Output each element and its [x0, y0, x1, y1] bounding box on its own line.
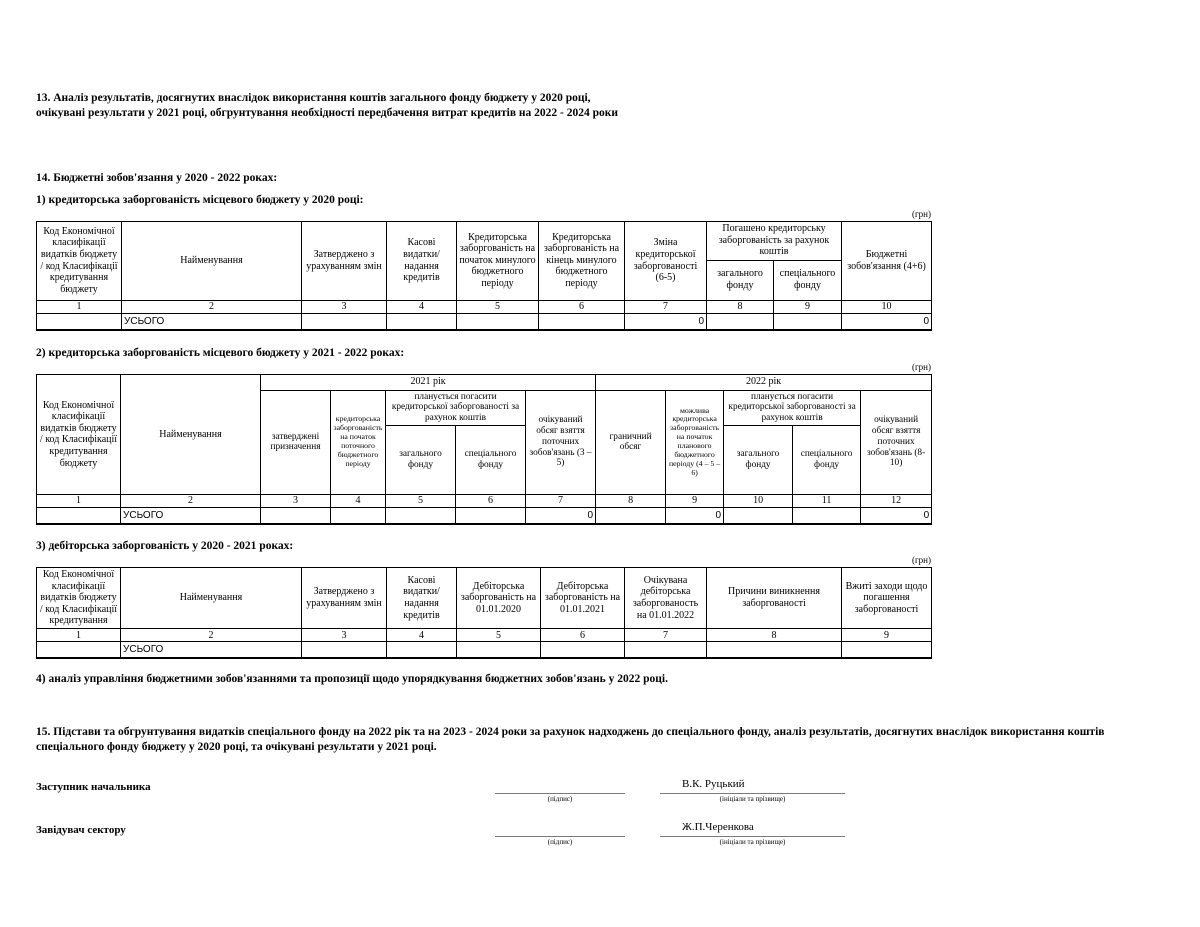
t1-total-change: 0: [625, 313, 707, 330]
t2-header-name: Найменування: [121, 374, 261, 494]
t2-header-general-2021: загального фонду: [386, 425, 456, 494]
currency-label-table3: (грн): [911, 555, 931, 566]
document-content: [36, 0, 1105, 847]
table1-title: 1) кредиторська заборгованість місцевого бюджету у 2020 році:: [36, 193, 364, 206]
signature-row-deputy-chief: [36, 778, 931, 804]
t1-header-code: Код Економічної класифікації видатків бюджету / код Класифікації кредитування бюджету: [37, 221, 122, 300]
table-debitor-debt-2020-2021: [36, 567, 932, 659]
t2-total-label: УСЬОГО: [121, 507, 261, 524]
t2-header-possible: можлива кредиторська заборгованість на початок планового бюджетного періоду (4 – 5 – 6): [666, 390, 724, 494]
t2-header-special-2021: спеціального фонду: [456, 425, 526, 494]
t3-header-measures: Вжиті заходи щодо погашення заборгованості: [842, 568, 932, 629]
section-15-text: 15. Підстави та обгрунтування видатків спеціального фонду на 2022 рік та на 2023 - 2024 роки за рахунок надходжень до спеціального фонду, аналіз результатів, досягнутих внаслідок використання коштів спеціального фонду бюджету у 2020 році, та очікувані результати у 2021 році.: [36, 726, 1105, 754]
currency-label-table1: (грн): [911, 208, 931, 219]
t2-header-plan-group-2021: планується погасити кредиторської заборгованості за рахунок коштів: [386, 390, 526, 425]
currency-label-table2: (грн): [911, 361, 931, 372]
signature-caption: (підпис): [547, 794, 573, 803]
t1-column-numbers: 1 2 3 4 5 6 7 8 9 10: [37, 300, 932, 313]
t1-header-fund-special: спеціального фонду: [774, 260, 842, 300]
t3-header-cash: Касові видатки/ надання кредитів: [387, 568, 457, 629]
t1-total-label: УСЬОГО: [122, 313, 302, 330]
t2-header-special-2022: спеціального фонду: [793, 425, 861, 494]
signature-title: Заступник начальника: [36, 780, 151, 793]
t3-header-approved: Затверджено з урахуванням змін: [302, 568, 387, 629]
section-13-text: 13. Аналіз результатів, досягнутих внаслідок використання коштів загального фонду бюджету у 2020 році, очікувані результати у 2021 році, обгрунтування необхідності передбачення витрат кредитів на 2022 - 2024 роки: [36, 92, 619, 120]
t2-total-row: [37, 507, 932, 524]
signature-sign-area: [495, 821, 625, 847]
t1-header-approved: Затверджено з урахуванням змін: [302, 221, 387, 300]
t1-header-repaid-group: Погашено кредиторську заборгованість за рахунок коштів: [707, 221, 842, 260]
t2-year-2021: 2021 рік: [261, 374, 596, 390]
signature-row-sector-head: [36, 821, 931, 847]
signature-line: [495, 821, 625, 837]
t1-header-fund-general: загального фонду: [707, 260, 774, 300]
t2-total-possible: 0: [666, 507, 724, 524]
t3-header-reasons: Причини виникнення заборгованості: [707, 568, 842, 629]
signature-title: Завідувач сектору: [36, 823, 126, 836]
table2-title: 2) кредиторська заборгованість місцевого бюджету у 2021 - 2022 роках:: [36, 346, 405, 359]
section-14-item4-text: 4) аналіз управління бюджетними зобов'язаннями та пропозиції щодо упорядкування бюджетних зобов'язань у 2022 році.: [36, 673, 668, 686]
t2-header-expected-2021: очікуваний обсяг взяття поточних зобов'язань (3 – 5): [526, 390, 596, 494]
section-14-heading: 14. Бюджетні зобов'язання у 2020 - 2022 роках:: [36, 172, 278, 185]
t1-header-oblig: Бюджетні зобов'язання (4+6): [842, 221, 932, 300]
table-creditor-debt-2021-2022: [36, 374, 932, 525]
t2-header-start-2021: кредиторська заборгованість на початок поточного бюджетного періоду: [331, 390, 386, 494]
t3-header-code: Код Економічної класифікації видатків бюджету / код Класифікації кредитування: [37, 568, 121, 629]
t2-total-expected-2022: 0: [861, 507, 932, 524]
table-creditor-debt-2020: [36, 221, 932, 331]
t1-header-name: Найменування: [122, 221, 302, 300]
t1-header-debt-start: Кредиторська заборгованість на початок минулого бюджетного періоду: [457, 221, 539, 300]
signature-name-area: [660, 821, 845, 847]
table3-title: 3) дебіторська заборгованість у 2020 - 2021 роках:: [36, 539, 294, 552]
t1-total-row: [37, 313, 932, 330]
t2-header-expected-2022: очікуваний обсяг взяття поточних зобов'язань (8-10): [861, 390, 932, 494]
t2-header-approved: затверджені призначення: [261, 390, 331, 494]
t1-total-oblig: 0: [842, 313, 932, 330]
signature-name: Ж.П.Черенкова: [660, 821, 845, 837]
t2-header-limit: граничний обсяг: [596, 390, 666, 494]
t2-header-general-2022: загального фонду: [724, 425, 793, 494]
t3-header-name: Найменування: [121, 568, 302, 629]
t1-header-debt-end: Кредиторська заборгованість на кінець минулого бюджетного періоду: [539, 221, 625, 300]
t1-header-change: Зміна кредиторської заборгованості (6-5): [625, 221, 707, 300]
t2-header-plan-group-2022: планується погасити кредиторської заборгованості за рахунок коштів: [724, 390, 861, 425]
t2-header-code: Код Економічної класифікації видатків бюджету / код Класифікації кредитування бюджету: [37, 374, 121, 494]
t3-header-d2022: Очікувана дебіторська заборгованость на 01.01.2022: [625, 568, 707, 629]
signature-name-area: [660, 778, 845, 804]
t2-year-2022: 2022 рік: [596, 374, 932, 390]
t3-total-label: УСЬОГО: [121, 642, 302, 659]
signature-name-caption: (ініціали та прізвище): [719, 794, 786, 803]
signature-line: [495, 778, 625, 794]
t3-total-row: [37, 642, 932, 659]
t3-header-d2021: Дебіторська заборгованість на 01.01.2021: [541, 568, 625, 629]
signature-caption: (підпис): [547, 837, 573, 846]
signature-sign-area: [495, 778, 625, 804]
signature-name-caption: (ініціали та прізвище): [719, 837, 786, 846]
t2-column-numbers: 1 2 3 4 5 6 7 8 9 10 11 12: [37, 494, 932, 507]
t3-header-d2020: Дебіторська заборгованість на 01.01.2020: [457, 568, 541, 629]
t2-total-expected-2021: 0: [526, 507, 596, 524]
t1-header-cash: Касові видатки/ надання кредитів: [387, 221, 457, 300]
signature-name: В.К. Руцький: [660, 778, 845, 794]
t3-column-numbers: 1 2 3 4 5 6 7 8 9: [37, 629, 932, 642]
